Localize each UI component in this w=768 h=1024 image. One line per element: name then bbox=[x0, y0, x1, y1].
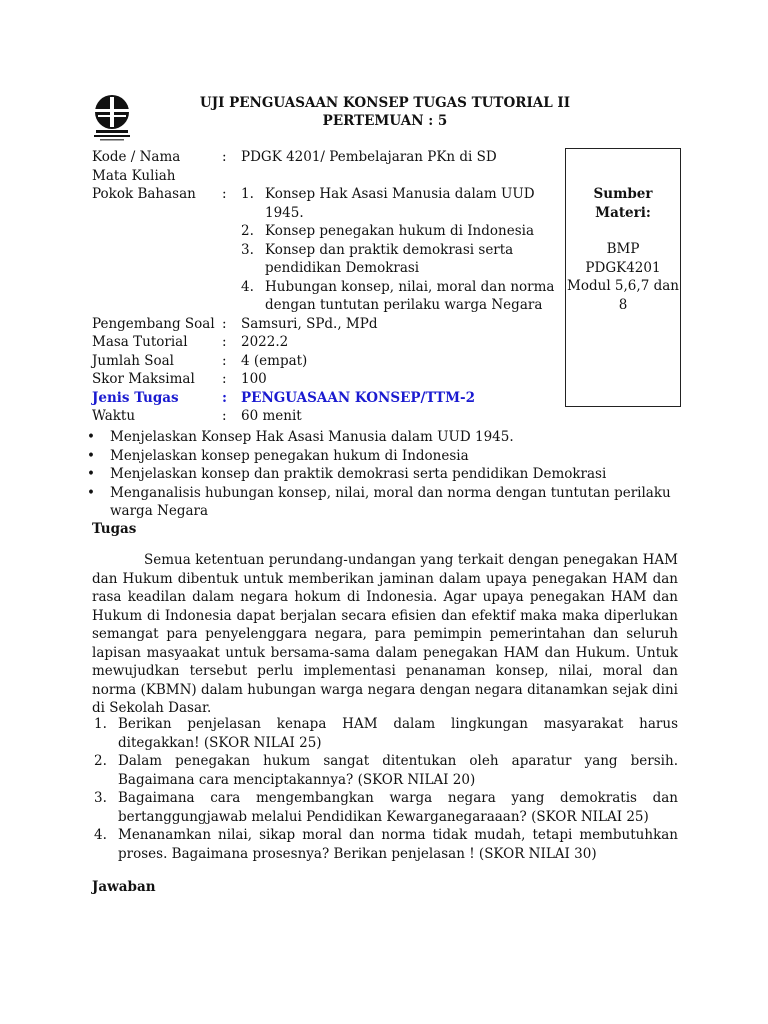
meta-label: Waktu bbox=[92, 408, 136, 424]
meta-label: Kode / Nama bbox=[92, 149, 181, 165]
meta-colon: : bbox=[222, 315, 227, 332]
meta-colon: : bbox=[222, 352, 227, 369]
source-line: Modul 5,6,7 dan bbox=[567, 278, 679, 294]
meta-value: 60 menit bbox=[241, 408, 302, 424]
university-logo-icon bbox=[88, 92, 136, 144]
list-item: • Menganalisis hubungan konsep, nilai, moral dan norma dengan tuntutan perilaku warga Negara bbox=[87, 484, 671, 519]
meta-value: PENGUASAAN KONSEP/TTM-2 bbox=[241, 389, 476, 406]
meta-colon: : bbox=[222, 149, 227, 165]
list-item: 4. Hubungan konsep, nilai, moral dan norma dengan tuntutan perilaku warga Negara bbox=[241, 278, 555, 313]
meta-row-pokok bbox=[92, 185, 562, 315]
meta-row-waktu bbox=[92, 407, 562, 426]
meta-colon: : bbox=[222, 408, 227, 424]
list-item: • Menjelaskan Konsep Hak Asasi Manusia dalam UUD 1945. bbox=[87, 429, 514, 445]
bullet-icon: • bbox=[87, 466, 95, 482]
bullet-icon: • bbox=[87, 484, 95, 501]
meta-row-skor bbox=[92, 370, 562, 389]
meta-row-kode bbox=[92, 148, 562, 167]
meta-value: Samsuri, SPd., MPd bbox=[241, 315, 378, 332]
list-item: 3. Konsep dan praktik demokrasi serta pendidikan Demokrasi bbox=[241, 241, 514, 276]
meta-value: 100 bbox=[241, 371, 267, 387]
course-metadata bbox=[92, 148, 562, 426]
document-subtitle: PERTEMUAN : 5 bbox=[322, 113, 448, 129]
meta-label: Pengembang Soal bbox=[92, 315, 215, 332]
source-line: PDGK4201 bbox=[585, 259, 661, 276]
meta-colon: : bbox=[222, 389, 227, 406]
source-title: Sumber bbox=[593, 186, 653, 202]
meta-label: Pokok Bahasan bbox=[92, 186, 196, 202]
meta-label: Skor Maksimal bbox=[92, 371, 195, 387]
list-item: 2. Dalam penegakan hukum sangat ditentukan oleh aparatur yang bersih. Bagaimana cara menciptakannya? (SKOR NILAI 20) bbox=[94, 753, 678, 788]
document-title: UJI PENGUASAAN KONSEP TUGAS TUTORIAL II bbox=[199, 95, 571, 111]
source-line: 8 bbox=[618, 296, 628, 313]
meta-value: PDGK 4201/ Pembelajaran PKn di SD bbox=[241, 149, 497, 165]
source-title-2: Materi: bbox=[595, 204, 651, 221]
meta-label: Mata Kuliah bbox=[92, 167, 176, 184]
meta-row-pengembang bbox=[92, 315, 562, 334]
topic-list bbox=[241, 185, 562, 315]
meta-label: Jenis Tugas bbox=[92, 389, 179, 406]
meta-label: Jumlah Soal bbox=[92, 352, 175, 369]
meta-colon: : bbox=[222, 186, 227, 202]
jawaban-heading: Jawaban bbox=[92, 879, 156, 895]
meta-colon: : bbox=[222, 334, 227, 350]
meta-value: 4 (empat) bbox=[241, 352, 308, 369]
list-item: • Menjelaskan konsep penegakan hukum di Indonesia bbox=[87, 447, 469, 464]
meta-label: Masa Tutorial bbox=[92, 334, 188, 350]
list-item: 1. Konsep Hak Asasi Manusia dalam UUD 1945. bbox=[241, 186, 535, 221]
meta-colon: : bbox=[222, 371, 227, 387]
bullet-icon: • bbox=[87, 447, 95, 464]
task-paragraph: Semua ketentuan perundang-undangan yang terkait dengan penegakan HAM dan Hukum dibentuk untuk memberikan jaminan dalam upaya penegakan HAM dan rasa keadilan dalam negara hokum di Indonesia. Agar upaya penegakan HAM dan Hukum di Indonesia dapat berjalan secara efisien dan efektif maka maka diperlukan semangat para penyelenggara negara, para pemimpin pemerintahan dan seluruh lapisan masyaakat untuk bersama-sama dalam penegakan HAM dan Hukum. Untuk mewujudkan tersebut perlu implementasi penanaman konsep, nilai, moral dan norma (KBMN) dalam hubungan warga negara dengan negara ditanamkan sejak dini di Sekolah Dasar. bbox=[92, 552, 678, 716]
list-item: 4. Menanamkan nilai, sikap moral dan norma tidak mudah, tetapi membutuhkan proses. Bagaimana prosesnya? Berikan penjelasan ! (SKOR NILAI 30) bbox=[94, 827, 678, 862]
meta-row-kode-2 bbox=[92, 167, 562, 186]
list-item: • Menjelaskan konsep dan praktik demokrasi serta pendidikan Demokrasi bbox=[87, 466, 607, 482]
meta-row-jenis bbox=[92, 389, 562, 408]
meta-value: 2022.2 bbox=[241, 334, 289, 350]
tugas-heading: Tugas bbox=[92, 521, 137, 537]
bullet-icon: • bbox=[87, 429, 95, 445]
source-line: BMP bbox=[606, 241, 640, 257]
list-item: 2. Konsep penegakan hukum di Indonesia bbox=[241, 223, 534, 239]
list-item: 1. Berikan penjelasan kenapa HAM dalam lingkungan masyarakat harus ditegakkan! (SKOR NILAI 25) bbox=[94, 716, 678, 751]
objective-list bbox=[87, 428, 682, 521]
question-list bbox=[92, 715, 678, 863]
meta-row-masa bbox=[92, 333, 562, 352]
list-item: 3. Bagaimana cara mengembangkan warga negara yang demokratis dan bertanggungjawab melalui Pendidikan Kewarganegaraaan? (SKOR NILAI 25) bbox=[94, 790, 678, 825]
source-material-box bbox=[565, 148, 681, 407]
meta-row-jumlah bbox=[92, 352, 562, 371]
